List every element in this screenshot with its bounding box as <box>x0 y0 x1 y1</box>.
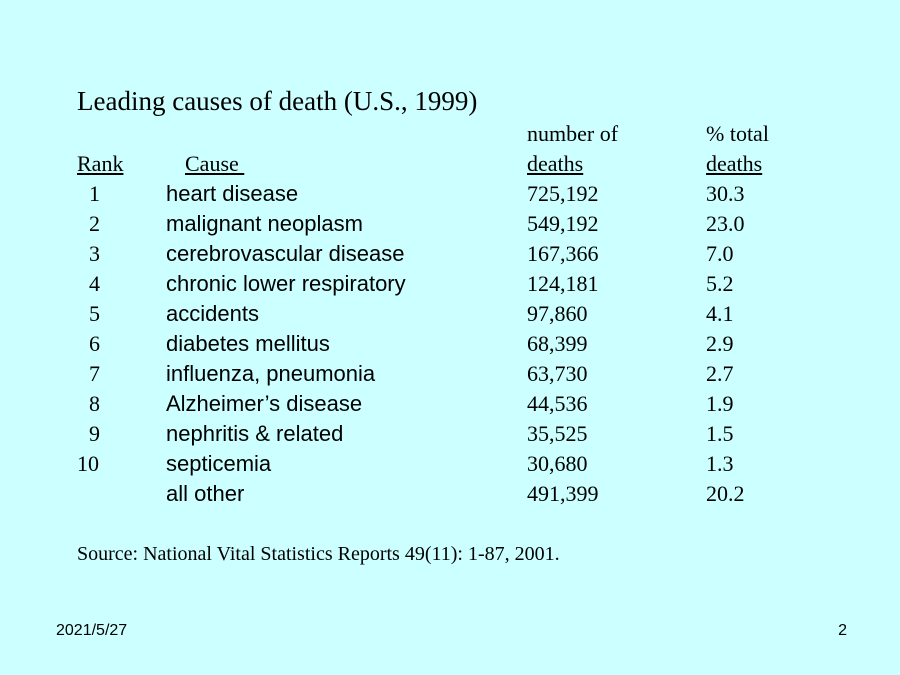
row-pct: 30.3 <box>706 181 745 206</box>
row-deaths: 124,181 <box>527 271 599 296</box>
cause-header: Cause <box>185 151 245 176</box>
row-rank: 6 <box>89 331 100 356</box>
row-pct: 1.5 <box>706 421 734 446</box>
row-pct: 2.7 <box>706 361 734 386</box>
row-deaths: 491,399 <box>527 481 599 506</box>
row-cause: malignant neoplasm <box>166 211 363 236</box>
row-rank: 2 <box>89 211 100 236</box>
row-pct: 1.3 <box>706 451 734 476</box>
row-cause: accidents <box>166 301 259 326</box>
row-rank: 7 <box>89 361 100 386</box>
row-pct: 2.9 <box>706 331 734 356</box>
row-pct: 23.0 <box>706 211 745 236</box>
row-rank: 9 <box>89 421 100 446</box>
deaths-header-line2: deaths <box>527 151 584 176</box>
source-citation: Source: National Vital Statistics Reports 49(11): 1-87, 2001. <box>77 543 560 565</box>
row-rank: 4 <box>89 271 100 296</box>
row-cause: influenza, pneumonia <box>166 361 376 386</box>
row-rank: 8 <box>89 391 100 416</box>
row-pct: 7.0 <box>706 241 734 266</box>
row-cause: septicemia <box>166 451 272 476</box>
row-rank: 1 <box>89 181 100 206</box>
row-deaths: 97,860 <box>527 301 588 326</box>
row-pct: 5.2 <box>706 271 734 296</box>
row-cause: heart disease <box>166 181 299 206</box>
row-rank: 3 <box>89 241 100 266</box>
row-cause: cerebrovascular disease <box>166 241 405 266</box>
slide-title: Leading causes of death (U.S., 1999) <box>77 86 478 116</box>
row-deaths: 30,680 <box>527 451 588 476</box>
row-deaths: 44,536 <box>527 391 588 416</box>
row-deaths: 167,366 <box>527 241 599 266</box>
rank-header: Rank <box>77 151 124 176</box>
row-cause: Alzheimer’s disease <box>166 391 363 416</box>
row-cause: chronic lower respiratory <box>166 271 406 296</box>
pct-header-line1: % total <box>706 121 769 146</box>
row-deaths: 35,525 <box>527 421 588 446</box>
row-cause: nephritis & related <box>166 421 344 446</box>
row-deaths: 725,192 <box>527 181 599 206</box>
row-deaths: 68,399 <box>527 331 588 356</box>
row-rank: 10 <box>77 451 99 476</box>
row-deaths: 63,730 <box>527 361 588 386</box>
row-deaths: 549,192 <box>527 211 599 236</box>
row-rank: 5 <box>89 301 100 326</box>
deaths-header-line1: number of <box>527 121 619 146</box>
pct-header-line2: deaths <box>706 151 763 176</box>
row-pct: 1.9 <box>706 391 734 416</box>
slide-date: 2021/5/27 <box>56 622 128 639</box>
row-cause: diabetes mellitus <box>166 331 330 356</box>
row-cause: all other <box>166 481 245 506</box>
slide-page-number: 2 <box>838 622 847 639</box>
row-pct: 20.2 <box>706 481 745 506</box>
row-pct: 4.1 <box>706 301 734 326</box>
